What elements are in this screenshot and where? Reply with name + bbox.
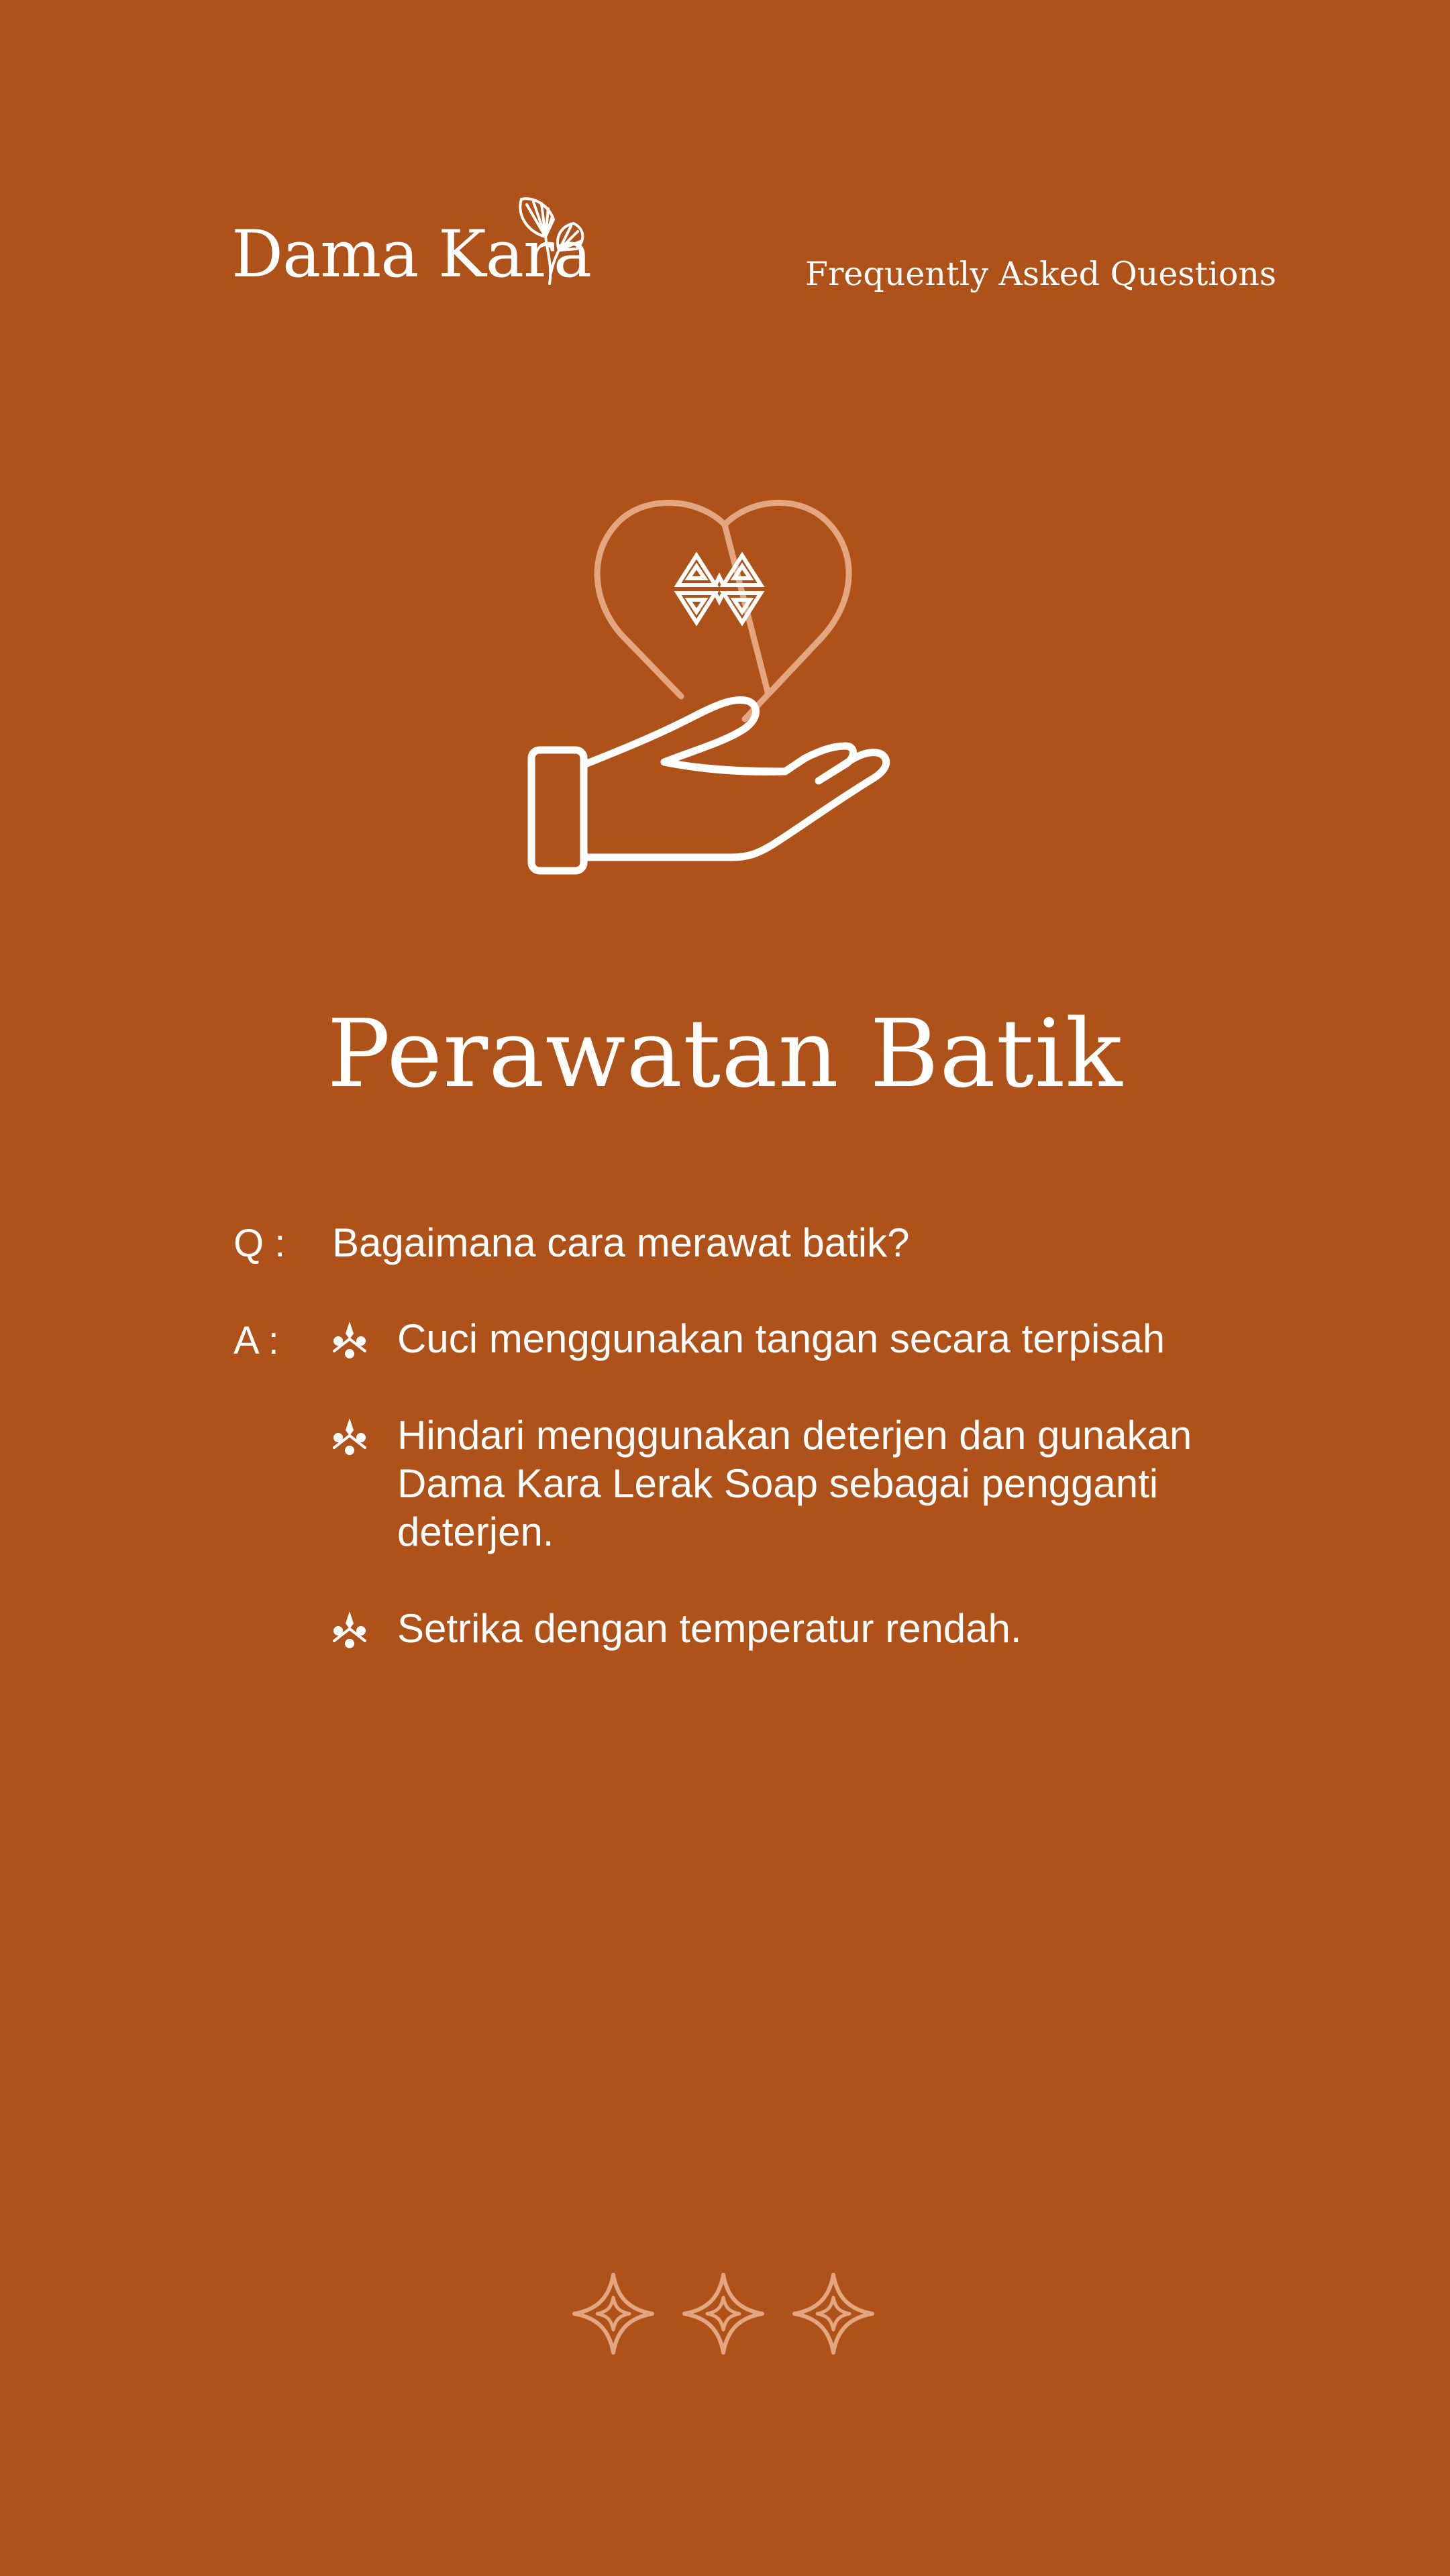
answer-label: A : bbox=[234, 1319, 279, 1362]
star-ornament-icon bbox=[790, 2271, 876, 2357]
flower-bullet-icon bbox=[329, 1415, 370, 1457]
star-ornament-icon bbox=[680, 2271, 766, 2357]
brand-logo bbox=[231, 191, 607, 312]
answer-text: Hindari menggunakan deterjen dan gunakan Dama Kara Lerak Soap sebagai pengganti deterjen. bbox=[397, 1413, 1192, 1554]
question-label: Q : bbox=[234, 1222, 286, 1265]
brand-name: Dama Kara bbox=[231, 217, 592, 292]
list-item bbox=[329, 1605, 1268, 1653]
hand-holding-heart-icon bbox=[517, 483, 933, 885]
answer-text: Setrika dengan temperatur rendah. bbox=[397, 1606, 1022, 1651]
section-label: Frequently Asked Questions bbox=[805, 255, 1277, 293]
answer-list bbox=[329, 1315, 1268, 1701]
star-ornament-icon bbox=[570, 2271, 656, 2357]
list-item bbox=[329, 1315, 1268, 1363]
question-text: Bagaimana cara merawat batik? bbox=[332, 1220, 910, 1265]
page-title: Perawatan Batik bbox=[327, 1000, 1123, 1109]
footer-ornaments bbox=[570, 2271, 886, 2358]
ginkgo-leaf-icon bbox=[507, 191, 594, 292]
list-item bbox=[329, 1411, 1268, 1556]
flower-bullet-icon bbox=[329, 1609, 370, 1650]
flower-bullet-icon bbox=[329, 1319, 370, 1360]
answer-text: Cuci menggunakan tangan secara terpisah bbox=[397, 1316, 1166, 1361]
